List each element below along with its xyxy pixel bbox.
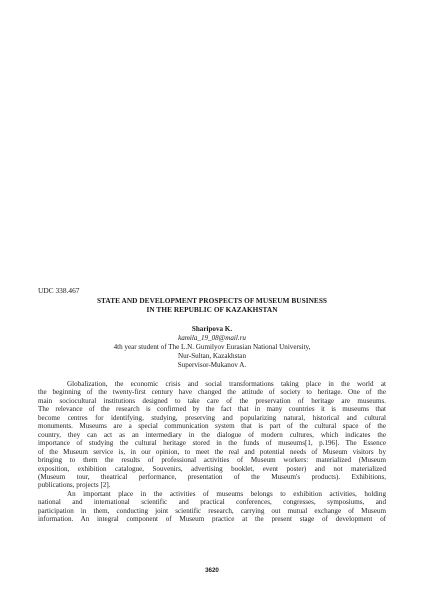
text-line: publications, projects [2].: [38, 481, 111, 490]
author-name: Sharipova K.: [191, 325, 233, 333]
text-line: Globalization, the economic crisis and social transformations taking place in the world at: [67, 380, 386, 388]
paragraph-1: [38, 380, 386, 490]
article-title: [38, 296, 386, 314]
text-line: The relevance of the research is confirmed by the fact that in many countries it is museums that: [38, 405, 386, 414]
text-line: become centres for identifying, studying, preserving and popularizing natural, historical and cultural: [38, 413, 386, 422]
text-line: bringing to them the results of professional activities of Museum workers: materialized (Museum: [38, 456, 386, 465]
author-email: kamila_19_08@mail.ru: [178, 334, 246, 343]
author-supervisor: Supervisor-Mukanov A.: [177, 361, 247, 370]
page-number: 3620: [205, 567, 219, 574]
text-line: main sociocultural institutions designed to take care of the preservation of heritage are museums.: [38, 396, 386, 405]
text-line: of the Museum service is, in our opinion, to meet the real and potential needs of Museum visitors by: [38, 447, 386, 456]
body-text: [38, 380, 386, 524]
text-line: An important place in the activities of museums belongs to exhibition activities, holding: [67, 489, 386, 498]
udc-code: UDC 338.467: [38, 286, 80, 295]
article-title-line-1: STATE AND DEVELOPMENT PROSPECTS OF MUSEUM BUSINESS: [96, 295, 328, 305]
text-line: importance of studying the cultural heritage stored in the funds of museums[1, p.196]. The Essence: [38, 439, 386, 448]
text-line: information. An integral component of Museum practice at the present stage of development of: [38, 515, 386, 524]
author-city: Nur-Sultan, Kazakhstan: [177, 352, 247, 361]
text-line: national and international scientific and practical conferences, congresses, symposiums, and: [38, 498, 386, 507]
author-affiliation: 4th year student of The L.N. Gumilyov Eurasian National University,: [113, 343, 311, 352]
text-line: (Museum tour, theatrical performance, presentation of the Museum's products). Exhibitions,: [38, 472, 386, 481]
article-title-line-2: IN THE REPUBLIC OF KAZAKHSTAN: [146, 304, 278, 314]
paragraph-2: [38, 490, 386, 524]
author-block: [38, 325, 386, 370]
text-line: country, they can act as an intermediary in the dialogue of modern cultures, which indicates the: [38, 430, 386, 439]
text-line: the beginning of the twenty-first century have changed the attitude of society to heritage. One of the: [38, 388, 386, 397]
text-line: exposition, exhibition catalogue, Souvenirs, advertising booklet, event poster) and not materialized: [38, 464, 386, 473]
text-line: monuments. Museums are a special communication system that is part of the cultural space of the: [38, 422, 386, 431]
text-line: participation in them, conducting joint scientific research, carrying out mutual exchange of Museum: [38, 506, 386, 515]
